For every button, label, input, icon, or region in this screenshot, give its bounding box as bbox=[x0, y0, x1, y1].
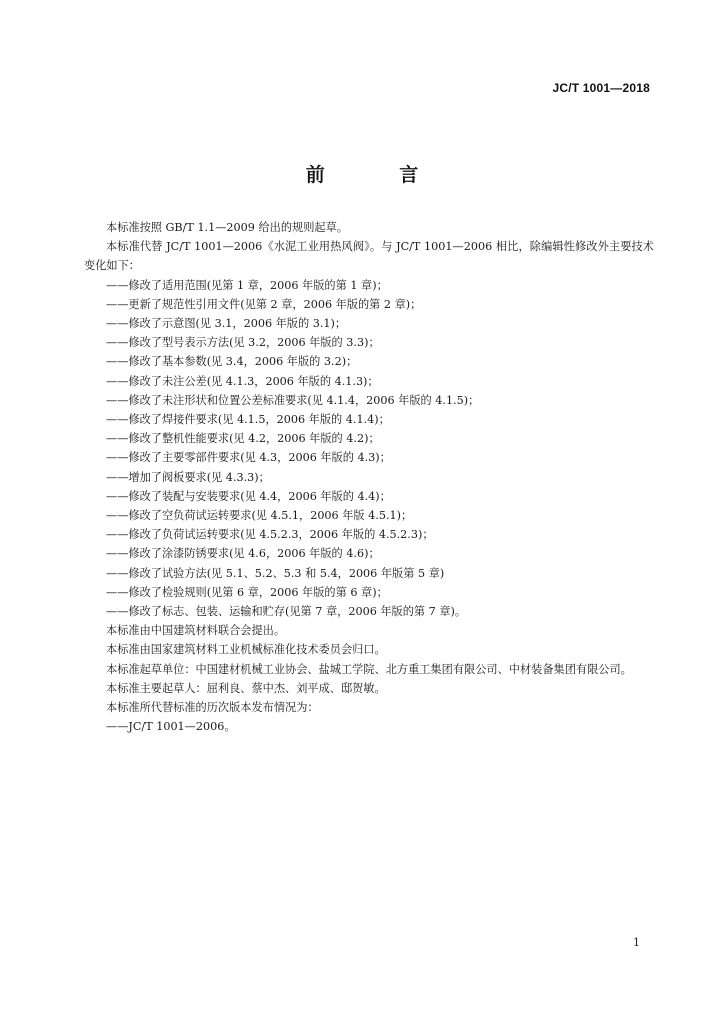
change-item: ——修改了整机性能要求(见 4.2，2006 年版的 4.2)； bbox=[106, 432, 380, 446]
paragraph-drafting-rules: 本标准按照 GB/T 1.1—2009 给出的规则起草。 bbox=[106, 221, 348, 234]
page-title: 前 言 bbox=[305, 164, 453, 186]
change-item: ——修改了负荷试运转要求(见 4.5.2.3，2006 年版的 4.5.2.3)； bbox=[106, 528, 434, 542]
change-item: ——修改了型号表示方法(见 3.2，2006 年版的 3.3)； bbox=[106, 336, 380, 350]
previous-version-item: ——JC/T 1001—2006。 bbox=[106, 720, 236, 734]
change-item: ——修改了未注形状和位置公差标准要求(见 4.1.4，2006 年版的 4.1.5)； bbox=[106, 393, 480, 407]
change-item: ——修改了适用范围(见第 1 章，2006 年版的第 1 章)； bbox=[106, 278, 388, 292]
paragraph-replaces: 本标准代替 JC/T 1001—2006《水泥工业用热风阀》。与 JC/T 1001—2006 相比，除编辑性修改外主要技术变化如下： bbox=[84, 240, 654, 273]
change-item: ——修改了检验规则(见第 6 章，2006 年版的第 6 章)； bbox=[106, 585, 388, 599]
change-item: ——修改了试验方法(见 5.1、5.2、5.3 和 5.4，2006 年版第 5 章) bbox=[106, 566, 445, 580]
paragraph-drafters: 本标准主要起草人：屈利良、蔡中杰、刘平成、邸贺敏。 bbox=[106, 681, 386, 695]
paragraph-version-history: 本标准所代替标准的历次版本发布情况为： bbox=[106, 701, 319, 715]
change-item: ——修改了示意图(见 3.1，2006 年版的 3.1)； bbox=[106, 317, 347, 331]
change-item: ——增加了阀板要求(见 4.3.3)； bbox=[106, 470, 270, 484]
change-item: ——修改了空负荷试运转要求(见 4.5.1，2006 年版 4.5.1)； bbox=[106, 509, 413, 523]
change-item: ——修改了基本参数(见 3.4，2006 年版的 3.2)； bbox=[106, 355, 358, 369]
page-number: 1 bbox=[633, 936, 640, 949]
change-item: ——修改了焊接件要求(见 4.1.5，2006 年版的 4.1.4)； bbox=[106, 413, 390, 427]
change-item: ——修改了涂漆防锈要求(见 4.6，2006 年版的 4.6)； bbox=[106, 547, 380, 561]
standard-code: JC/T 1001—2018 bbox=[552, 81, 650, 95]
change-item: ——修改了标志、包装、运输和贮存(见第 7 章，2006 年版的第 7 章)。 bbox=[106, 605, 467, 619]
paragraph-drafting-units: 本标准起草单位：中国建材机械工业协会、盐城工学院、北方重工集团有限公司、中材装备集团有限公司。 bbox=[106, 662, 632, 676]
change-item: ——修改了主要零部件要求(见 4.3，2006 年版的 4.3)； bbox=[106, 451, 391, 465]
change-item: ——修改了装配与安装要求(见 4.4，2006 年版的 4.4)； bbox=[106, 489, 391, 503]
paragraph-proposed-by: 本标准由中国建筑材料联合会提出。 bbox=[106, 624, 286, 638]
paragraph-centralized-by: 本标准由国家建筑材料工业机械标准化技术委员会归口。 bbox=[106, 643, 386, 657]
change-item: ——修改了未注公差(见 4.1.3，2006 年版的 4.1.3)； bbox=[106, 374, 379, 388]
change-item: ——更新了规范性引用文件(见第 2 章，2006 年版的第 2 章)； bbox=[106, 297, 422, 311]
foreword-body bbox=[84, 218, 654, 736]
